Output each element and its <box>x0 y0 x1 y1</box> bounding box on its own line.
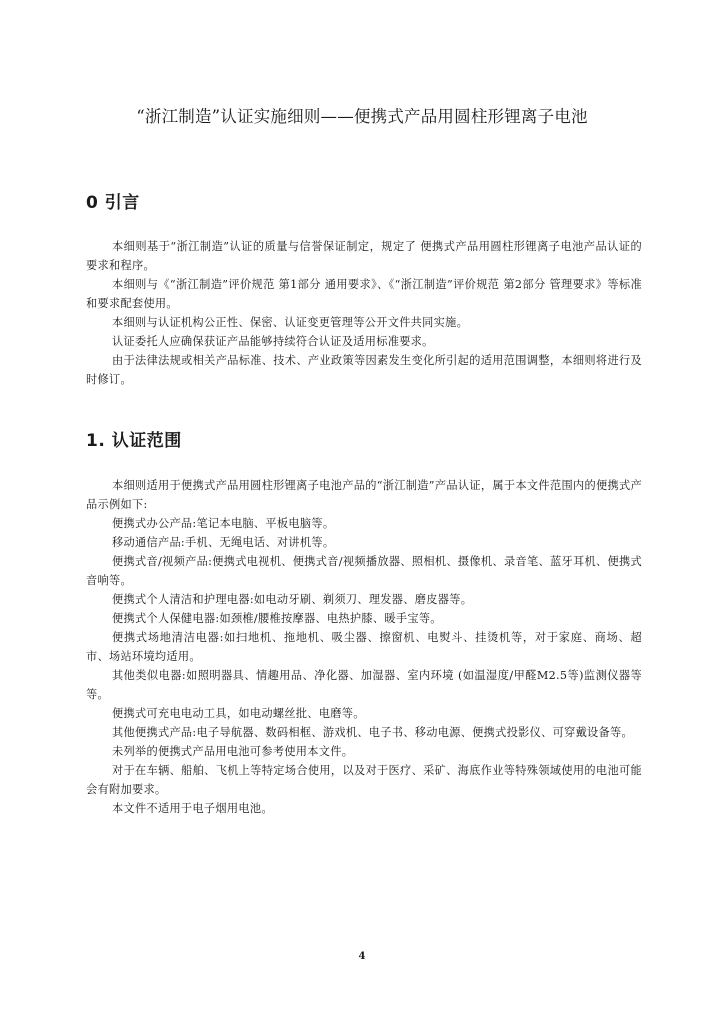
scope-paragraph: 便携式可充电电动工具，如电动螺丝批、电磨等。 <box>112 707 365 720</box>
intro-heading: 0 引言 <box>86 193 140 213</box>
intro-section <box>86 237 642 389</box>
scope-paragraph: 对于在车辆、船舶、飞机上等特定场合使用，以及对于医疗、采矿、海底作业等特殊领域使用的电池可能会有附加要求。 <box>86 764 642 796</box>
scope-paragraph: 便携式场地清洁电器:如扫地机、拖地机、吸尘器、擦窗机、电熨斗、挂烫机等，对于家庭、商场、超市、场站环境均适用。 <box>86 631 642 663</box>
scope-paragraph: 其他便携式产品:电子导航器、数码相框、游戏机、电子书、移动电源、便携式投影仪、可穿戴设备等。 <box>112 726 634 739</box>
document-title: “浙江制造”认证实施细则——便携式产品用圆柱形锂离子电池 <box>136 107 588 126</box>
page-number: 4 <box>358 951 366 962</box>
intro-paragraph: 本细则与《“浙江制造”评价规范 第1部分 通用要求》、《“浙江制造”评价规范 第2部分 管理要求》等标准和要求配套使用。 <box>86 278 642 310</box>
scope-paragraph: 便携式个人保健电器:如颈椎/腰椎按摩器、电热护膝、暖手宝等。 <box>112 612 442 625</box>
scope-paragraph: 未列举的便携式产品用电池可参考使用本文件。 <box>112 745 354 758</box>
intro-paragraph: 认证委托人应确保获证产品能够持续符合认证及适用标准要求。 <box>112 335 434 348</box>
intro-paragraph: 本细则与认证机构公正性、保密、认证变更管理等公开文件共同实施。 <box>112 316 469 329</box>
scope-section <box>86 476 642 818</box>
intro-paragraph: 本细则基于“浙江制造”认证的质量与信誉保证制定，规定了 便携式产品用圆柱形锂离子电池产品认证的要求和程序。 <box>86 240 642 272</box>
scope-paragraph: 本文件不适用于电子烟用电池。 <box>112 802 273 815</box>
intro-paragraph: 由于法律法规或相关产品标准、技术、产业政策等因素发生变化所引起的适用范围调整，本细则将进行及时修订。 <box>86 354 642 386</box>
scope-paragraph: 便携式音/视频产品:便携式电视机、便携式音/视频播放器、照相机、摄像机、录音笔、蓝牙耳机、便携式音响等。 <box>86 555 642 587</box>
scope-paragraph: 便携式办公产品:笔记本电脑、平板电脑等。 <box>112 517 335 530</box>
scope-paragraph: 移动通信产品:手机、无绳电话、对讲机等。 <box>112 536 335 549</box>
scope-paragraph: 其他类似电器:如照明器具、情趣用品、净化器、加湿器、室内环境 (如温湿度/甲醛M2.5等)监测仪器等等。 <box>86 669 642 701</box>
scope-heading: 1. 认证范围 <box>86 431 182 451</box>
scope-paragraph: 本细则适用于便携式产品用圆柱形锂离子电池产品的“浙江制造”产品认证，属于本文件范围内的便携式产品示例如下: <box>86 479 642 511</box>
scope-paragraph: 便携式个人清洁和护理电器:如电动牙刷、剃须刀、理发器、磨皮器等。 <box>112 593 473 606</box>
